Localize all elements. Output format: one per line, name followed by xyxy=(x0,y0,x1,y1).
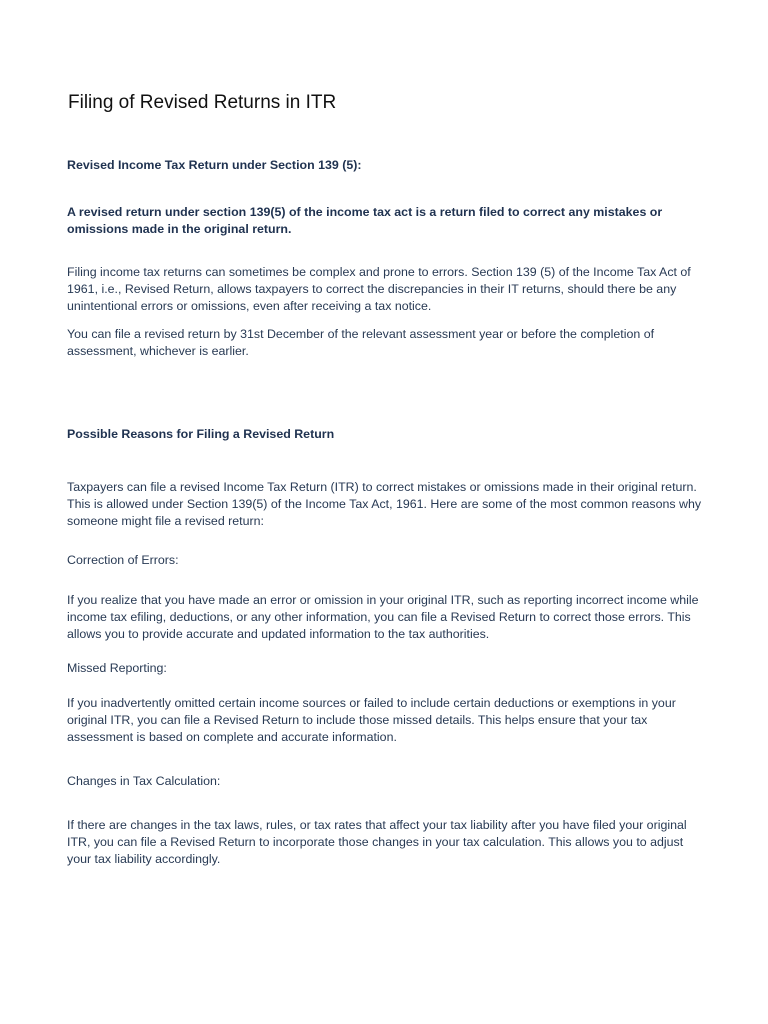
definition-paragraph: A revised return under section 139(5) of the income tax act is a return filed to correct any mistakes or omissions made in the original return. xyxy=(67,205,663,236)
reason-title-correction-of-errors: Correction of Errors: xyxy=(67,553,179,567)
reason-title-changes-in-tax-calculation: Changes in Tax Calculation: xyxy=(67,774,221,788)
reason-title-missed-reporting: Missed Reporting: xyxy=(67,661,167,675)
reason-text-changes-in-tax-calculation: If there are changes in the tax laws, rules, or tax rates that affect your tax liability after you have filed your original ITR, you can file a Revised Return to incorporate those changes in your tax calculation. This allows you to adjust your tax liability accordingly. xyxy=(67,818,687,866)
reason-text-correction-of-errors: If you realize that you have made an error or omission in your original ITR, such as reporting incorrect income while income tax efiling, deductions, or any other information, you can file a Revised Return to correct those errors. This allows you to provide accurate and updated information to the tax authorities. xyxy=(67,593,699,641)
reasons-intro-paragraph: Taxpayers can file a revised Income Tax Return (ITR) to correct mistakes or omissions made in their original return. This is allowed under Section 139(5) of the Income Tax Act, 1961. Here are some of the most common reasons why someone might file a revised return: xyxy=(67,480,702,528)
section-heading-possible-reasons: Possible Reasons for Filing a Revised Return xyxy=(67,427,335,441)
page-title: Filing of Revised Returns in ITR xyxy=(68,92,337,113)
section-heading-revised-return: Revised Income Tax Return under Section 139 (5): xyxy=(67,158,362,172)
reason-text-missed-reporting: If you inadvertently omitted certain income sources or failed to include certain deductions or exemptions in your original ITR, you can file a Revised Return to include those missed details. This helps ensure that your tax assessment is based on complete and accurate information. xyxy=(67,696,676,744)
intro-paragraph-2: You can file a revised return by 31st December of the relevant assessment year or before the completion of assessment, whichever is earlier. xyxy=(67,327,655,358)
intro-paragraph-1: Filing income tax returns can sometimes be complex and prone to errors. Section 139 (5) of the Income Tax Act of 1961, i.e., Revised Return, allows taxpayers to correct the discrepancies in their IT returns, should there be any unintentional errors or omissions, even after receiving a tax notice. xyxy=(67,265,691,313)
